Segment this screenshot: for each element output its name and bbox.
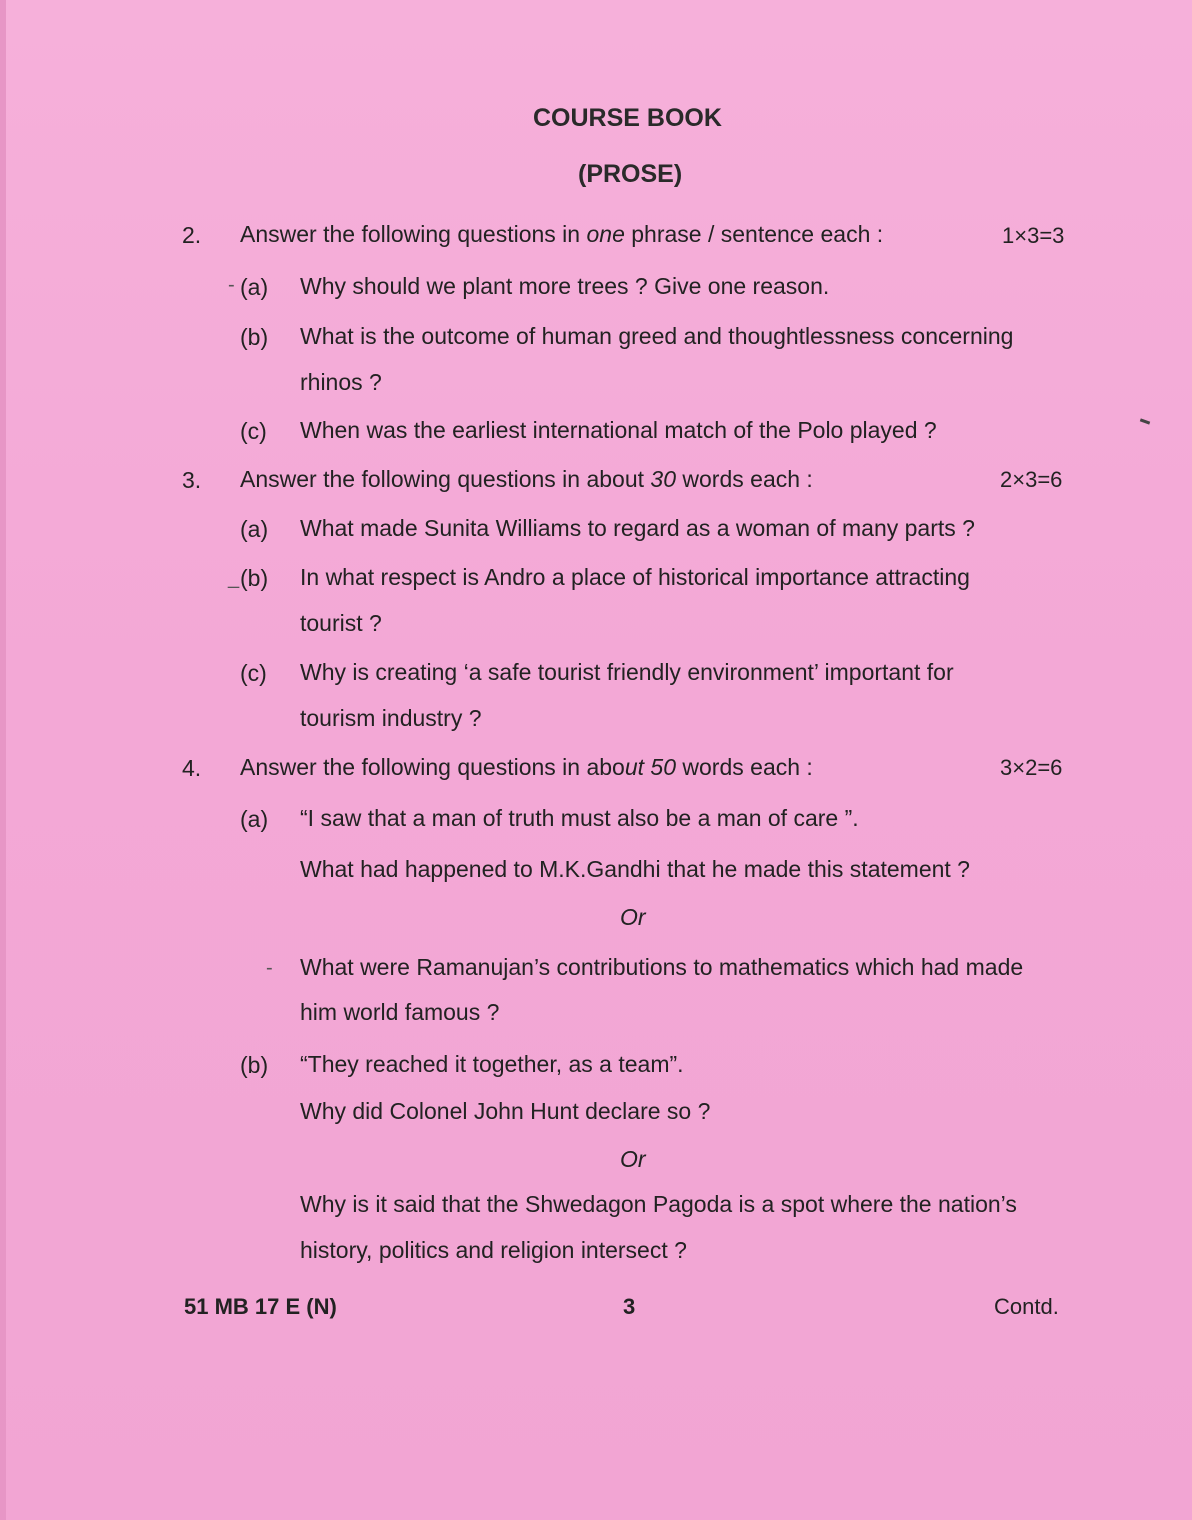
part-text: What made Sunita Williams to regard as a woman of many parts ? [300,515,975,541]
page-fold-edge [0,0,6,1520]
part-label: (b) [240,1052,269,1078]
part-text: Why did Colonel John Hunt declare so ? [300,1098,711,1124]
pen-mark: - [266,957,273,979]
part-text: Why is creating ‘a safe tourist friendly environment’ important for [300,659,954,685]
pen-mark: _ [228,567,240,589]
pen-mark: - [228,274,235,296]
quote-text: “I saw that a man of truth must also be a man of care ”. [300,805,859,831]
part-text: What had happened to M.K.Gandhi that he made this statement ? [300,856,970,882]
stray-mark [1140,418,1150,424]
alternative-question: What were Ramanujan’s contributions to mathematics which had made [300,954,1024,980]
continued-label: Contd. [994,1294,1059,1319]
question-number: 2. [182,222,202,248]
alternative-question-continued: history, politics and religion intersect ? [300,1237,687,1263]
part-text-continued: tourist ? [300,610,382,636]
question-instruction: Answer the following questions in about 50 words each : [240,754,813,780]
part-label: (a) [240,806,269,832]
alternative-question: Why is it said that the Shwedagon Pagoda is a spot where the nation’s [300,1191,1017,1217]
part-text: What is the outcome of human greed and thoughtlessness concerning [300,323,1014,349]
quote-text: “They reached it together, as a team”. [300,1051,684,1077]
part-label: (a) [240,516,269,542]
page-number: 3 [623,1294,636,1319]
part-label: (b) [240,565,269,591]
question-instruction: Answer the following questions in about 30 words each : [240,466,813,492]
part-text: When was the earliest international match of the Polo played ? [300,417,937,443]
part-text: Why should we plant more trees ? Give one reason. [300,273,830,299]
question-number: 3. [182,467,202,493]
part-text-continued: tourism industry ? [300,705,482,731]
alternative-question-continued: him world famous ? [300,999,500,1025]
part-label: (c) [240,418,267,444]
marks-allocation: 3×2=6 [1000,755,1063,780]
section-subtitle: (PROSE) [578,160,683,188]
or-separator: Or [620,904,646,930]
or-separator: Or [620,1146,646,1172]
part-text-continued: rhinos ? [300,369,382,395]
part-label: (b) [240,324,269,350]
section-title: COURSE BOOK [533,104,722,132]
part-text: In what respect is Andro a place of historical importance attracting [300,564,970,590]
part-label: (a) [240,274,269,300]
question-instruction: Answer the following questions in one phrase / sentence each : [240,221,884,247]
question-number: 4. [182,755,202,781]
paper-code: 51 MB 17 E (N) [184,1294,337,1319]
marks-allocation: 2×3=6 [1000,467,1063,492]
part-label: (c) [240,660,267,686]
marks-allocation: 1×3=3 [1002,223,1065,248]
